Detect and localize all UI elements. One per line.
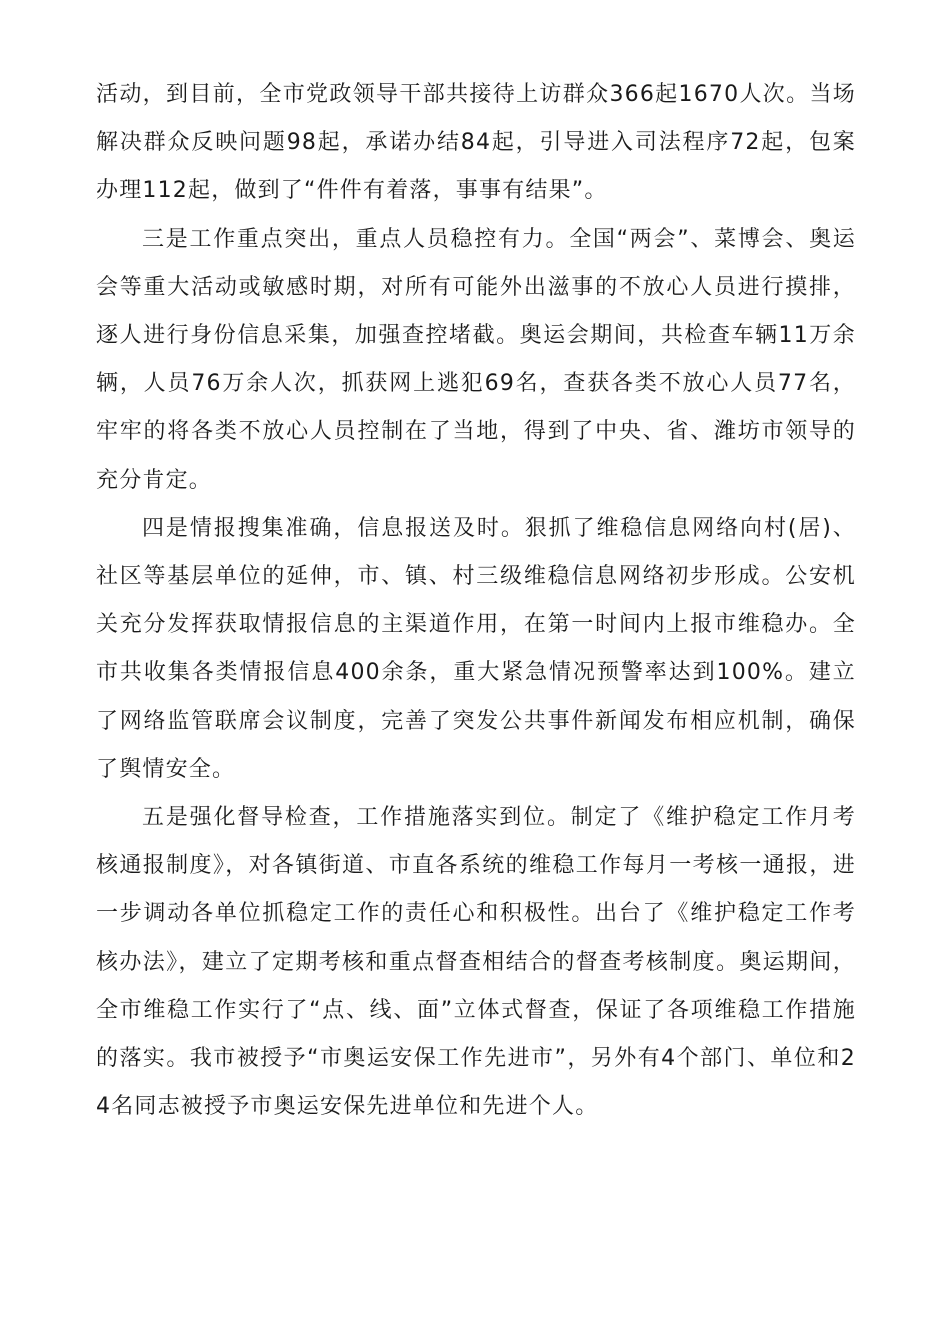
paragraph-intelligence: 四是情报搜集准确，信息报送及时。狠抓了维稳信息网络向村(居)、社区等基层单位的延伸，市、镇、村三级维稳信息网络初步形成。公安机关充分发挥获取情报信息的主渠道作用，在第一时间内上报市维稳办。全市共收集各类情报信息400余条，重大紧急情况预警率达到100%。建立了网络监管联席会议制度，完善了突发公共事件新闻发布相应机制，确保了舆情安全。	[96, 515, 856, 782]
paragraph-continuation: 活动，到目前，全市党政领导干部共接待上访群众366起1670人次。当场解决群众反映问题98起，承诺办结84起，引导进入司法程序72起，包案办理112起，做到了“件件有着落，事事有结果”。	[96, 82, 856, 204]
paragraph-key-personnel: 三是工作重点突出，重点人员稳控有力。全国“两会”、菜博会、奥运会等重大活动或敏感时期，对所有可能外出滋事的不放心人员进行摸排，逐人进行身份信息采集，加强查控堵截。奥运会期间，共检查车辆11万余辆，人员76万余人次，抓获网上逃犯69名，查获各类不放心人员77名，牢牢的将各类不放心人员控制在了当地，得到了中央、省、潍坊市领导的充分肯定。	[96, 226, 856, 493]
paragraph-supervision: 五是强化督导检查，工作措施落实到位。制定了《维护稳定工作月考核通报制度》，对各镇街道、市直各系统的维稳工作每月一考核一通报，进一步调动各单位抓稳定工作的责任心和积极性。出台了《维护稳定工作考核办法》，建立了定期考核和重点督查相结合的督查考核制度。奥运期间，全市维稳工作实行了“点、线、面”立体式督查，保证了各项维稳工作措施的落实。我市被授予“市奥运安保工作先进市”，另外有4个部门、单位和24名同志被授予市奥运安保先进单位和先进个人。	[96, 805, 856, 1120]
document-body	[96, 71, 856, 1131]
